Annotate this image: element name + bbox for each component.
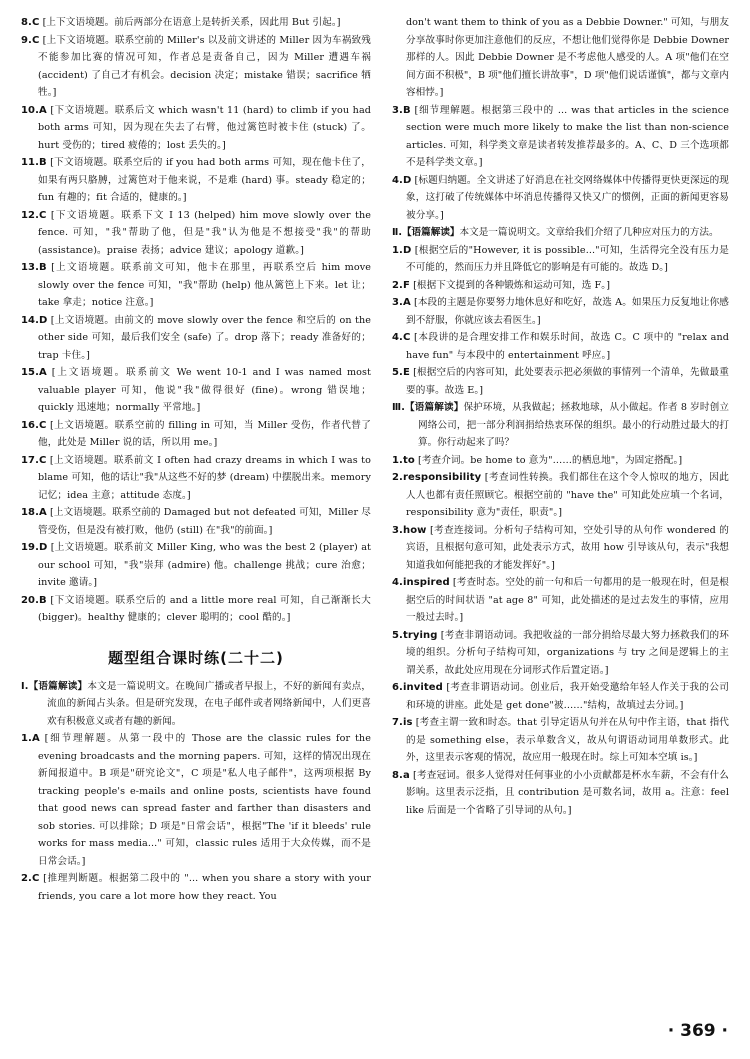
answer-number: 19. xyxy=(21,542,40,553)
answer-number: 15. xyxy=(21,367,40,378)
answer-choice: a xyxy=(402,769,410,781)
answer-entry xyxy=(21,312,371,365)
answer-entry xyxy=(392,242,729,277)
left-column xyxy=(21,14,371,905)
answer-choice: B xyxy=(39,594,47,606)
answer-number: 17. xyxy=(21,454,40,466)
answer-explanation: [考查非谓语动词。创业后，我开始受邀给年轻人作关于我的公司和环境的讲座。此处是 get done"被……"结构，故填过去分词。] xyxy=(406,682,729,711)
answer-entry xyxy=(392,522,729,575)
answer-explanation: [下文语境题。联系后文 which wasn't 11 (hard) to climb if you had both arms 可知，因为现在失去了右臂，他过篱笆时被卡住 (stuck) 了。hurt 受伤的；tired 疲倦的；lost 丢失的。] xyxy=(38,104,371,151)
answer-choice: inspired xyxy=(402,577,450,588)
answer-number: 8. xyxy=(21,17,32,28)
answer-choice: trying xyxy=(402,629,438,641)
page-number: · 369 · xyxy=(667,1021,728,1041)
answer-entry xyxy=(21,14,371,32)
answer-number: 1. xyxy=(392,454,403,466)
answer-entry xyxy=(392,767,729,820)
answer-explanation: [上文语境题。联系前文 I often had crazy dreams in which I was to blame 可知，他的话让"我"从这些不好的梦 (dream) 中摆脱出来。memory 记忆；idea 主意；attitude 态度。] xyxy=(38,454,371,501)
answer-choice: invited xyxy=(402,682,443,693)
answer-entry xyxy=(392,574,729,627)
answer-entry xyxy=(392,469,729,522)
answer-explanation: [下文语境题。联系下文 I 13 (helped) him move slowly over the fence. 可知，"我"帮助了他，但是"我"认为他是不想接受"我"的帮助 (assistance)。praise 表扬；advice 建议；apology 道歉。] xyxy=(38,209,371,256)
answer-entry xyxy=(392,329,729,364)
answer-explanation: [根据下文提到的各种锻炼和运动可知，选 F。] xyxy=(413,279,611,291)
answer-choice: C xyxy=(31,17,40,28)
answer-explanation: [下文语境题。联系空后的 and a little more real 可知，自己渐渐长大 (bigger)。healthy 健康的；clever 聪明的；cool 酷的。] xyxy=(38,594,371,623)
answer-entry xyxy=(392,172,729,225)
answer-choice: D xyxy=(402,244,412,256)
answer-explanation: [上文语境题。联系前文可知，他卡在那里，再联系空后 him move slowly over the fence 可知，"我"帮助 (help) 他从篱笆上下来。let 让；take 拿走；notice 注意。] xyxy=(38,262,371,308)
answer-choice: is xyxy=(402,717,413,728)
answer-entry xyxy=(392,679,729,714)
answer-choice: E xyxy=(402,367,410,378)
answer-explanation: [上文语境题。联系前文 Miller King, who was the best 2 (player) at our school 可知，"我"崇拜 (admire) 他。challenge 挑战；cure 治愈；invite 邀请。] xyxy=(38,542,371,588)
answer-entry xyxy=(21,417,371,452)
answer-explanation: [上文语境题。由前文的 move slowly over the fence 和空后的 on the other side 可知，最后我们安全 (safe) 了。drop 落下；ready 准备好的；trap 卡住。] xyxy=(38,314,371,361)
answer-explanation: [考查主谓一致和时态。that 引导定语从句并在从句中作主语，that 指代的是 something else，表示单数含义，故从句谓语动词用单数形式。此外，这里表示客观的情况，故应用一般现在时。综上可知本空填 is。] xyxy=(406,717,730,763)
answer-explanation: [考查时态。空处的前一句和后一句都用的是一般现在时，但是根据空后的时间状语 "at age 8" 可知，此处描述的是过去发生的事情，应用一般过去时。] xyxy=(406,577,729,623)
answer-entry xyxy=(21,870,371,905)
answer-number: 11. xyxy=(21,157,40,168)
part1-label: Ⅰ.【语篇解读】 xyxy=(21,680,88,692)
answer-number: 5. xyxy=(392,629,403,641)
answer-number: 5. xyxy=(392,367,403,378)
answer-number: 10. xyxy=(21,104,40,116)
answer-entry xyxy=(21,32,371,102)
answer-choice: C xyxy=(402,332,411,343)
part3-text: 保护环境，从我做起；拯救地球，从小做起。作者 8 岁时创立网络公司，把一部分利润捐给热衷环保的组织。最小的行动胜过最大的打算。你行动起来了吗？ xyxy=(418,402,729,448)
answer-choice: A xyxy=(39,104,47,116)
part2-answer-list xyxy=(392,242,729,400)
answer-choice: to xyxy=(402,454,415,466)
right-column xyxy=(392,14,729,819)
answer-entry xyxy=(21,592,371,627)
answer-choice: C xyxy=(39,419,47,431)
answer-number: 18. xyxy=(21,507,40,518)
answer-number: 7. xyxy=(392,717,403,728)
answer-entry xyxy=(21,730,371,870)
part2-intro xyxy=(392,224,729,242)
answer-entry xyxy=(21,504,371,539)
answer-explanation: [上文语境题。联系空前的 Damaged but not defeated 可知，Miller 尽管受伤，但是没有被打败，他仍 (still) 在"我"的前面。] xyxy=(38,507,371,536)
answer-number: 1. xyxy=(392,244,403,256)
answer-choice: D xyxy=(39,542,48,553)
answer-entry xyxy=(21,452,371,505)
answer-choice: F xyxy=(402,279,410,291)
part2-label: Ⅱ.【语篇解读】 xyxy=(392,227,460,238)
answer-choice: D xyxy=(402,174,412,186)
answer-entry xyxy=(392,452,729,470)
answer-explanation: [本段讲的是合理安排工作和娱乐时间，故选 C。C 项中的 "relax and have fun" 与本段中的 entertainment 呼应。] xyxy=(406,332,730,361)
answer-explanation: [根据空后的内容可知，此处要表示把必须做的事情列一个清单，先做最重要的事。故选 E。] xyxy=(406,367,729,396)
answer-choice: C xyxy=(39,454,47,466)
answer-entry xyxy=(21,154,371,207)
answer-choice: A xyxy=(39,507,47,518)
answer-entry xyxy=(392,714,729,767)
part3-label: Ⅲ.【语篇解读】 xyxy=(392,402,464,413)
answer-explanation: [上文语境题。联系空前的 filling in 可知，当 Miller 受伤，作者代替了他，此处是 Miller 说的话，所以用 me。] xyxy=(38,419,372,448)
answer-entry xyxy=(21,102,371,155)
answer-entry xyxy=(392,294,729,329)
answer-number: 13. xyxy=(21,262,40,273)
answer-choice: how xyxy=(402,524,427,536)
part3-answer-list xyxy=(392,452,729,820)
answer-number: 3. xyxy=(392,297,403,308)
answer-choice: C xyxy=(39,209,47,221)
answer-choice: C xyxy=(31,34,40,46)
answer-choice: B xyxy=(402,104,411,116)
answer-choice: responsibility xyxy=(402,472,482,483)
answer-choice: A xyxy=(402,297,411,308)
answer-number: 2. xyxy=(21,873,32,884)
answer-entry xyxy=(21,207,371,260)
answer-entry xyxy=(392,277,729,295)
answer-number: 4. xyxy=(392,577,403,588)
answer-number: 12. xyxy=(21,209,40,221)
part2-text: 本文是一篇说明文。文章给我们介绍了几种应对压力的方法。 xyxy=(459,227,719,238)
continuation-text: don't want them to think of you as a Debbie Downer." 可知，与朋友分享故事时你更加注意他们的反应，不想让他们觉得你是 Debbie Downer 那样的人。因此 Debbie Downer 是不考虑他人感受的人。A 项"他们在空间方面不积极"，B 项"他们擅长讲故事"，D 项"他们说话谨慎"，都与文章内容相悖。] xyxy=(406,17,729,98)
answer-number: 9. xyxy=(21,34,32,46)
answer-explanation: [细节理解题。根据第三段中的 ... was that articles in the science section were much more likely to make the list than non-science articles. 可知，科学类文章是读者转发推荐最多的。A、C、D 三个选项都不是科学类文章。] xyxy=(406,104,729,168)
answer-explanation: [上文语境题。联系前文 We went 10-1 and I was named most valuable player 可知，他说"我"做得很好 (fine)。wrong 错误地；quickly 迅速地；normally 平常地。] xyxy=(38,367,371,413)
answer-explanation: [推理判断题。根据第二段中的 "... when you share a story with your friends, you care a lot more how they react. You xyxy=(38,873,371,902)
answer-explanation: [本段的主题是你要努力地休息好和吃好，故选 A。如果压力反复地让你感到不舒服，你就应该去看医生。] xyxy=(406,297,729,326)
answer-explanation: [下文语境题。联系空后的 if you had both arms 可知，现在他卡住了，如果有两只胳膊，过篱笆对于他来说，不是难 (hard) 事。steady 稳定的；fun 有趣的；fit 合适的，健康的。] xyxy=(38,157,371,203)
part1-text: 本文是一篇说明文。在晚间广播或者早报上，不好的新闻有卖点，流血的新闻占头条。但是研究发现，在电子邮件或者网络新闻中，人们更喜欢有积极意义或者有趣的新闻。 xyxy=(47,680,372,727)
left-answer-list xyxy=(21,14,371,627)
answer-entry xyxy=(21,539,371,592)
answer-number: 1. xyxy=(21,733,32,744)
answer-explanation: [考查连接词。分析句子结构可知，空处引导的从句作 wondered 的宾语，且根据句意可知，此处表示方式，故用 how 引导该从句，表示"我想知道我如何能把我的才能发挥好"。] xyxy=(406,524,730,571)
answer-entry xyxy=(392,102,729,172)
answer-number: 14. xyxy=(21,314,40,326)
answer-explanation: [细节理解题。从第一段中的 Those are the classic rules for the evening broadcasts and the morning papers. 可知，这样的情况出现在新闻报道中。B 项是"研究论文"，C 项是"私人电子邮件"，这两项根据 By tracking people's e-mails and online posts, scientists have found that good news can spread faster and farther than disasters and sob stories. 可以排除；D 项是"日常会话"，根据"The 'if it bleeds' rule works for mass media..." 可知，classic rules 适用于大众传媒，而不是日常会话。] xyxy=(38,733,371,867)
answer-explanation: [上下文语境题。前后两部分在语意上是转折关系，因此用 But 引起。] xyxy=(42,17,341,28)
part1-answer-list xyxy=(21,730,371,905)
part1-answer-list-continued xyxy=(392,102,729,225)
answer-explanation: [根据空后的"However, it is possible..."可知，生活得完全没有压力是不可能的，然而压力并且降低它的影响是有可能的。故选 D。] xyxy=(406,244,729,273)
answer-choice: D xyxy=(39,314,48,326)
answer-choice: B xyxy=(39,262,47,273)
answer-entry xyxy=(21,364,371,417)
answer-entry xyxy=(21,259,371,312)
answer-number: 20. xyxy=(21,594,40,606)
answer-choice: A xyxy=(39,367,47,378)
part1-intro xyxy=(21,678,371,731)
answer-explanation: [标题归纳题。全文讲述了好消息在社交网络媒体中传播得更快更深远的现象，这打破了传统媒体中坏消息传播得又快又广的惯例，正面的新闻更容易被分享。] xyxy=(406,174,729,221)
answer-number: 3. xyxy=(392,104,403,116)
answer-number: 6. xyxy=(392,682,403,693)
answer-number: 4. xyxy=(392,174,403,186)
answer-number: 4. xyxy=(392,332,403,343)
answer-entry xyxy=(392,364,729,399)
answer-number: 16. xyxy=(21,419,40,431)
answer-explanation: [考查冠词。很多人觉得对任何事业的小小贡献都是杯水车薪，不会有什么影响。这里表示泛指，且 contribution 是可数名词，故用 a。注意：feel like 后面是一个省略了引导词的从句。] xyxy=(406,769,729,816)
part3-intro xyxy=(392,399,729,452)
answer-explanation: [上下文语境题。联系空前的 Miller's 以及前文讲述的 Miller 因为车祸致残不能参加比赛的情况可知，作者总是责备自己，因为 Miller 遭遇车祸 (accident) 了自己才有机会。decision 决定；mistake 错误；sacrifice 牺牲。] xyxy=(38,34,371,98)
answer-number: 3. xyxy=(392,524,403,536)
answer-choice: C xyxy=(31,873,40,884)
section-title: 题型组合课时练(二十二) xyxy=(108,648,284,667)
answer-number: 2. xyxy=(392,472,403,483)
answer-entry xyxy=(392,627,729,680)
answer-number: 8. xyxy=(392,769,403,781)
answer-explanation: [考查非谓语动词。我把收益的一部分捐给尽最大努力拯救我们的环境的组织。分析句子结构可知，organizations 与 try 之间是逻辑上的主谓关系，故此处应用现在分词形式作后置定语。] xyxy=(406,629,729,676)
answer-explanation: [考查词性转换。我们都住在这个令人惊叹的地方，因此人人也都有责任照顾它。根据空前的 "have the" 可知此处应填一个名词，responsibility 意为"责任，职责"。] xyxy=(406,472,729,518)
answer-number: 2. xyxy=(392,279,403,291)
answer-choice: B xyxy=(39,157,47,168)
answer-choice: A xyxy=(31,733,40,744)
answer-explanation: [考查介词。be home to 意为"……的栖息地"，为固定搭配。] xyxy=(417,454,683,466)
